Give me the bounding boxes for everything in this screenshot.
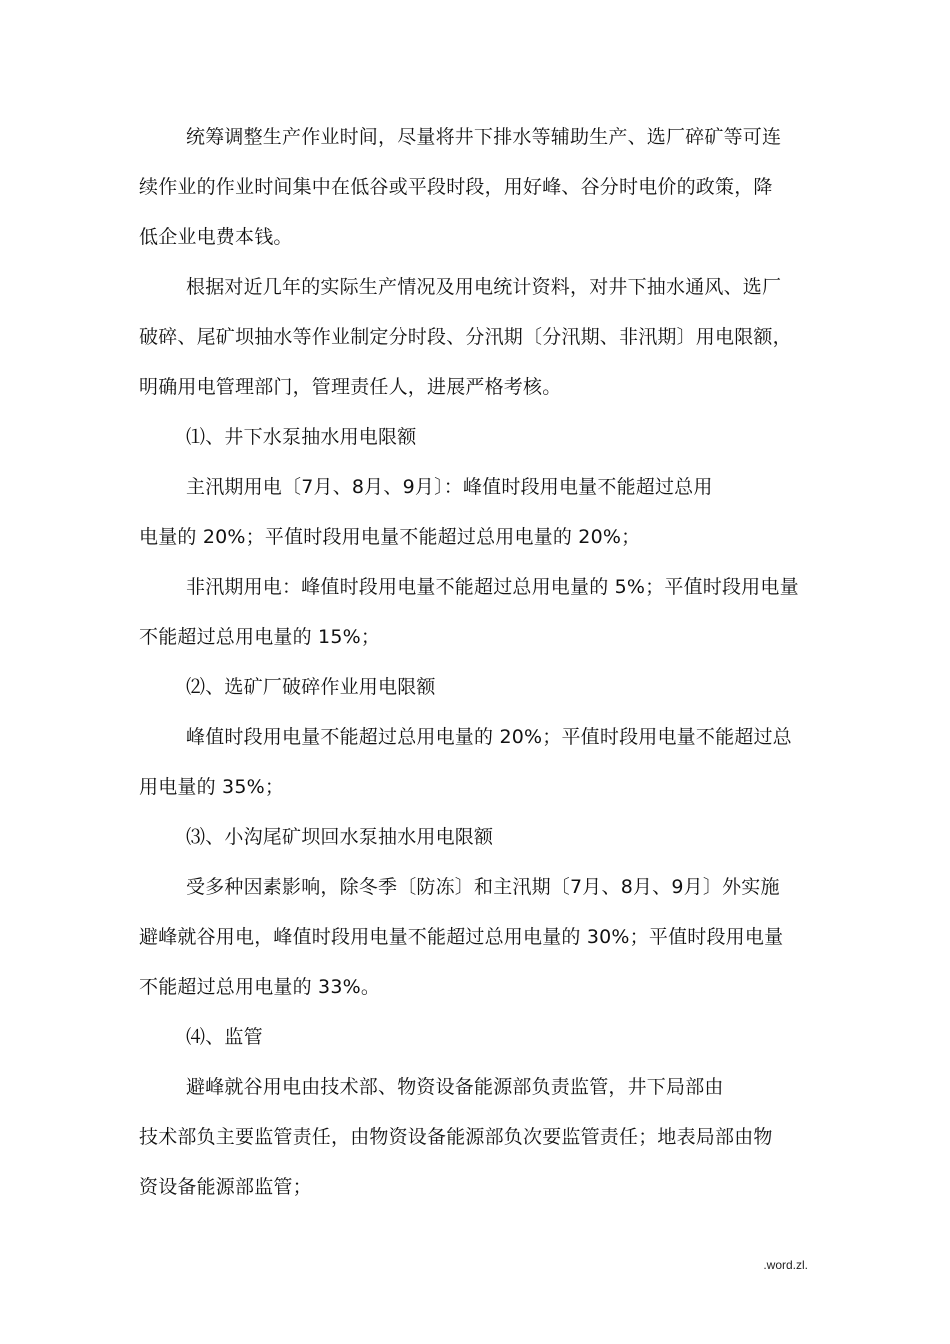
paragraph-line: 峰值时段用电量不能超过总用电量的 20%；平值时段用电量不能超过总: [186, 726, 792, 748]
paragraph-line: 不能超过总用电量的 33%。: [139, 976, 381, 998]
paragraph-line: 破碎、尾矿坝抽水等作业制定分时段、分汛期〔分汛期、非汛期〕用电限额，: [139, 326, 792, 348]
paragraph-line: 技术部负主要监管责任，由物资设备能源部负次要监管责任；地表局部由物: [139, 1126, 773, 1148]
paragraph-line: 根据对近几年的实际生产情况及用电统计资料，对井下抽水通风、选厂: [186, 276, 782, 298]
section-heading: ⑴、井下水泵抽水用电限额: [186, 426, 417, 448]
paragraph-line: 续作业的作业时间集中在低谷或平段时段，用好峰、谷分时电价的政策，降: [139, 176, 773, 198]
paragraph-line: 避峰就谷用电由技术部、物资设备能源部负责监管，井下局部由: [186, 1076, 724, 1098]
paragraph-line: 低企业电费本钱。: [139, 226, 293, 248]
paragraph-line: 主汛期用电〔7月、8月、9月〕：峰值时段用电量不能超过总用: [186, 476, 713, 498]
section-heading: ⑷、监管: [186, 1026, 263, 1048]
paragraph-line: 避峰就谷用电，峰值时段用电量不能超过总用电量的 30%；平值时段用电量: [139, 926, 784, 948]
paragraph-line: 电量的 20%；平值时段用电量不能超过总用电量的 20%；: [139, 526, 641, 548]
section-heading: ⑵、选矿厂破碎作业用电限额: [186, 676, 436, 698]
paragraph-line: 统筹调整生产作业时间，尽量将井下排水等辅助生产、选厂碎矿等可连: [186, 126, 782, 148]
section-heading: ⑶、小沟尾矿坝回水泵抽水用电限额: [186, 826, 494, 848]
paragraph-line: 非汛期用电：峰值时段用电量不能超过总用电量的 5%；平值时段用电量: [186, 576, 799, 598]
paragraph-line: 用电量的 35%；: [139, 776, 285, 798]
page-footer: .word.zl.: [763, 1258, 808, 1272]
paragraph-line: 不能超过总用电量的 15%；: [139, 626, 381, 648]
paragraph-line: 资设备能源部监管；: [139, 1176, 312, 1198]
paragraph-line: 受多种因素影响，除冬季〔防冻〕和主汛期〔7月、8月、9月〕外实施: [186, 876, 780, 898]
paragraph-line: 明确用电管理部门，管理责任人，进展严格考核。: [139, 376, 562, 398]
